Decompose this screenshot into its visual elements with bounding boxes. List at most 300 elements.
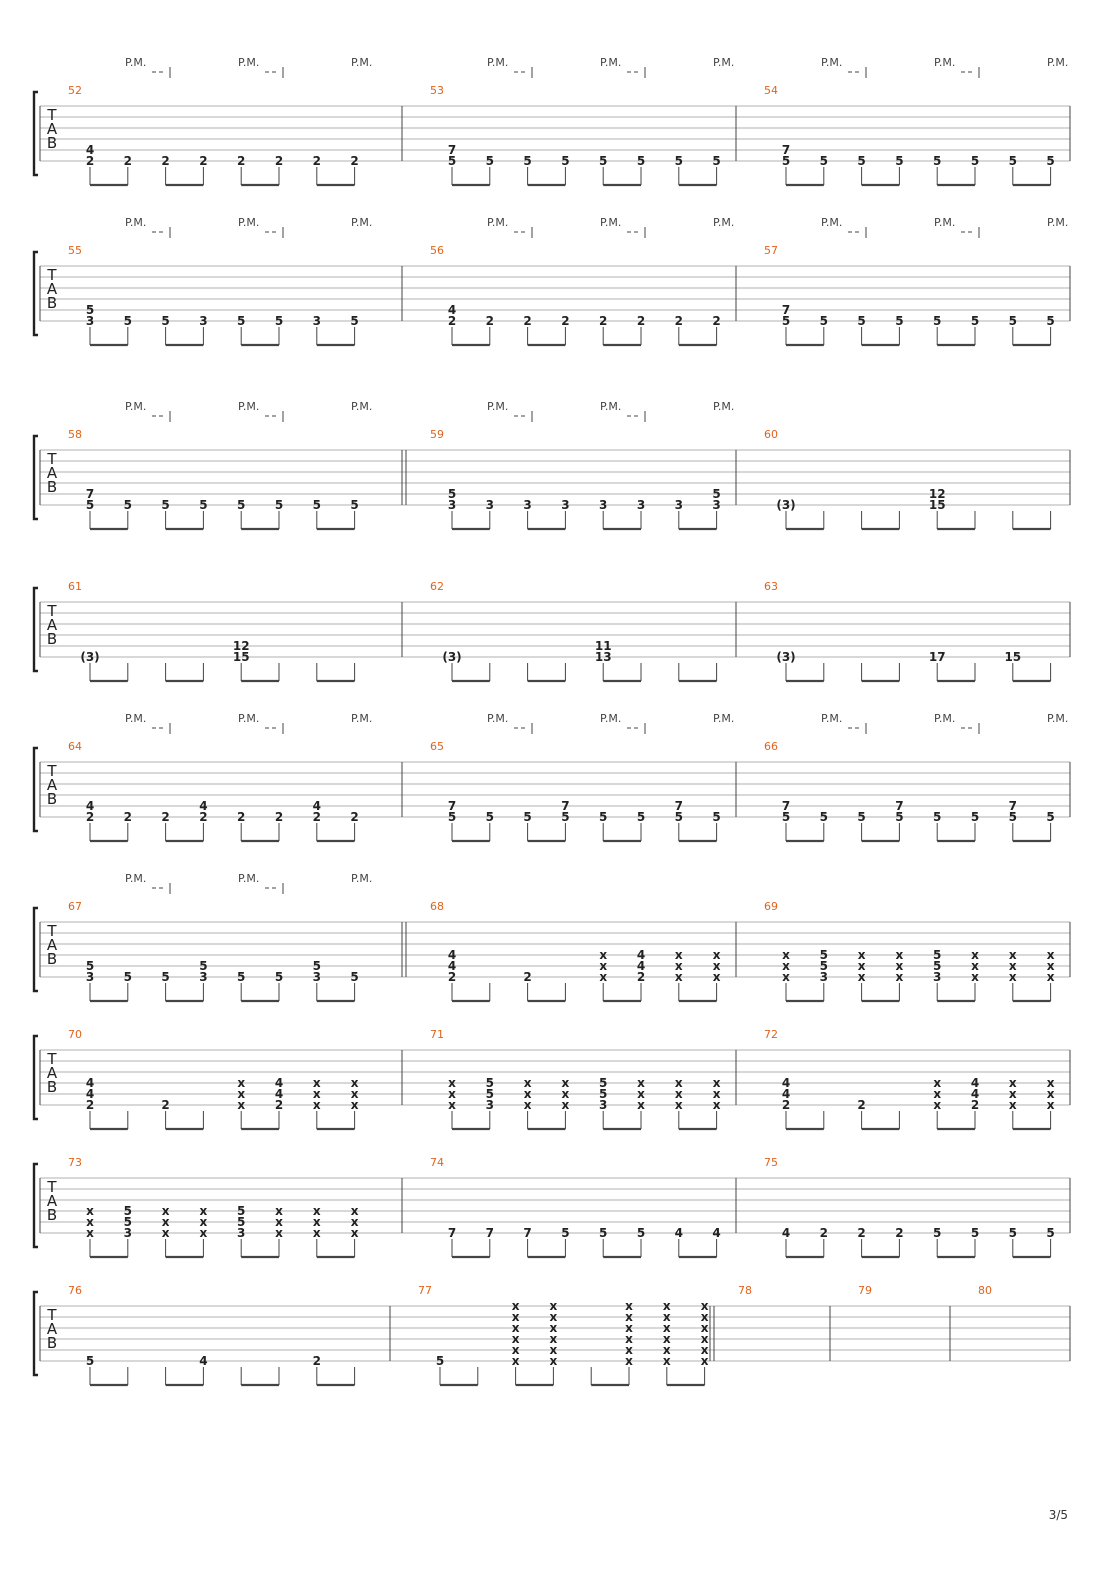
tab-note: x (1008, 970, 1017, 984)
tab-note: 3 (523, 498, 532, 512)
tab-clef-letter: T (47, 266, 57, 284)
tab-note: x (712, 1087, 721, 1101)
palm-mute-label: P.M. (351, 56, 373, 69)
tab-clef-letter: A (46, 616, 58, 634)
tab-note: 2 (857, 1226, 866, 1240)
system-bracket (34, 1036, 38, 1119)
tab-note: 5 (523, 810, 532, 824)
tab-note: (3) (80, 650, 100, 664)
tab-clef-letter: B (46, 790, 58, 808)
tab-note: x (700, 1343, 709, 1357)
tab-note: 2 (312, 154, 321, 168)
tab-note: 5 (857, 810, 866, 824)
palm-mute-label: P.M. (238, 400, 260, 413)
tab-note: x (312, 1215, 321, 1229)
tab-note: 5 (970, 154, 980, 168)
palm-mute-label: P.M. (713, 56, 735, 69)
tab-note: 7 (447, 143, 457, 157)
tab-note: 2 (161, 1098, 170, 1112)
tab-note: 4 (85, 1076, 95, 1090)
palm-mute-label: P.M. (1047, 56, 1069, 69)
tab-note: 5 (274, 314, 284, 328)
tab-note: 2 (85, 810, 95, 824)
tab-note: x (895, 970, 904, 984)
tab-note: 2 (85, 1098, 95, 1112)
tab-note: 5 (237, 1215, 246, 1229)
palm-mute-label: P.M. (351, 872, 373, 885)
tab-clef-letter: T (47, 762, 57, 780)
palm-mute-label: P.M. (821, 712, 843, 725)
tab-note: 5 (312, 959, 321, 973)
tab-note: 4 (447, 948, 457, 962)
tab-note: 4 (447, 303, 457, 317)
tab-note: 5 (485, 810, 494, 824)
tab-note: x (895, 959, 904, 973)
measure-number: 61 (68, 580, 82, 593)
tab-note: 7 (523, 1226, 532, 1240)
measure-number: 74 (430, 1156, 444, 1169)
tab-note: 2 (123, 810, 132, 824)
tab-note: x (1008, 959, 1017, 973)
tab-note: 5 (712, 810, 721, 824)
tab-note: 3 (599, 1098, 608, 1112)
tab-note: 4 (636, 959, 646, 973)
measure-number: 79 (858, 1284, 872, 1297)
tab-note: x (86, 1226, 94, 1240)
tab-note: x (712, 970, 721, 984)
palm-mute-label: P.M. (238, 216, 260, 229)
tab-note: x (312, 1087, 321, 1101)
tab-note: x (448, 1076, 456, 1090)
tab-note: 3 (674, 498, 683, 512)
measure-number: 75 (764, 1156, 778, 1169)
tab-note: 5 (857, 154, 866, 168)
tab-note: 5 (781, 810, 791, 824)
tab-note: x (350, 1087, 359, 1101)
tab-note: 7 (561, 799, 570, 813)
tab-note: 4 (781, 1226, 791, 1240)
tab-note: 2 (312, 1354, 321, 1368)
measure-number: 57 (764, 244, 778, 257)
tab-note: 5 (1008, 154, 1017, 168)
tab-note: x (448, 1087, 456, 1101)
tab-note: x (599, 959, 608, 973)
tab-note: 2 (561, 314, 570, 328)
tab-note: 7 (781, 303, 791, 317)
tab-note: 5 (199, 959, 208, 973)
tab-note: x (350, 1098, 359, 1112)
tab-note: x (275, 1204, 283, 1218)
palm-mute-label: P.M. (600, 216, 622, 229)
palm-mute-label: P.M. (125, 400, 147, 413)
tab-note: 5 (819, 959, 828, 973)
tab-note: x (549, 1332, 558, 1346)
tab-note: x (448, 1098, 456, 1112)
tab-note: x (561, 1098, 570, 1112)
palm-mute-label: P.M. (713, 400, 735, 413)
tab-note: x (275, 1215, 283, 1229)
tab-note: 3 (199, 314, 208, 328)
tab-note: 5 (970, 810, 980, 824)
tab-note: x (86, 1204, 94, 1218)
palm-mute-label: P.M. (487, 56, 509, 69)
tab-note: 4 (636, 948, 646, 962)
tab-note: 2 (85, 154, 95, 168)
tab-note: x (561, 1087, 570, 1101)
tab-note: 5 (161, 314, 170, 328)
tab-note: 5 (485, 154, 494, 168)
tab-note: 2 (447, 970, 457, 984)
tab-note: 2 (523, 970, 532, 984)
tab-note: 5 (933, 154, 942, 168)
tab-note: x (312, 1098, 321, 1112)
palm-mute-label: P.M. (600, 400, 622, 413)
tab-note: 5 (599, 1087, 608, 1101)
tab-note: x (662, 1343, 671, 1357)
tab-note: 5 (636, 1226, 646, 1240)
tab-note: 5 (123, 970, 132, 984)
tab-note: x (857, 948, 866, 962)
tab-note: x (700, 1299, 709, 1313)
palm-mute-label: P.M. (125, 216, 147, 229)
tab-clef-letter: B (46, 294, 58, 312)
tab-note: 5 (161, 498, 170, 512)
tab-clef-letter: B (46, 1206, 58, 1224)
tab-note: 4 (712, 1226, 721, 1240)
tab-note: x (625, 1332, 633, 1346)
tab-note: 2 (274, 154, 284, 168)
tab-note: 5 (674, 154, 683, 168)
tab-note: 5 (123, 1215, 132, 1229)
tab-note: 7 (85, 487, 95, 501)
tab-note: x (637, 1098, 645, 1112)
tab-note: 15 (232, 650, 250, 664)
tab-clef-letter: A (46, 1192, 58, 1210)
measure-number: 59 (430, 428, 444, 441)
tab-note: x (599, 948, 608, 962)
measure-number: 73 (68, 1156, 82, 1169)
tab-note: 7 (674, 799, 683, 813)
tab-note: x (662, 1299, 671, 1313)
tab-note: 2 (237, 810, 246, 824)
tab-clef-letter: A (46, 1064, 58, 1082)
tab-note: x (511, 1321, 520, 1335)
tab-note: x (1008, 1087, 1017, 1101)
tab-note: 5 (599, 1076, 608, 1090)
tab-note: 5 (819, 948, 828, 962)
measure-number: 78 (738, 1284, 752, 1297)
measure-number: 76 (68, 1284, 82, 1297)
tab-clef-letter: A (46, 936, 58, 954)
tab-note: 2 (857, 1098, 866, 1112)
tab-note: x (712, 948, 721, 962)
measure-number: 66 (764, 740, 778, 753)
measure-number: 70 (68, 1028, 82, 1041)
tab-note: x (1046, 1098, 1055, 1112)
tab-note: 3 (312, 314, 321, 328)
tab-note: x (662, 1332, 671, 1346)
tab-clef-letter: B (46, 1078, 58, 1096)
tab-clef-letter: A (46, 464, 58, 482)
tab-note: (3) (442, 650, 462, 664)
tab-note: x (523, 1087, 532, 1101)
palm-mute-label: P.M. (821, 56, 843, 69)
measure-number: 54 (764, 84, 778, 97)
tab-note: x (662, 1321, 671, 1335)
tab-note: 12 (928, 487, 946, 501)
tab-note: 2 (781, 1098, 791, 1112)
tab-note: x (700, 1354, 709, 1368)
tab-note: 5 (933, 1226, 942, 1240)
tab-note: 5 (350, 970, 359, 984)
tab-note: x (161, 1215, 170, 1229)
palm-mute-label: P.M. (600, 56, 622, 69)
tab-note: x (511, 1332, 520, 1346)
tab-note: 3 (85, 970, 95, 984)
measure-number: 71 (430, 1028, 444, 1041)
tab-note: 3 (447, 498, 457, 512)
tab-note: 5 (781, 154, 791, 168)
measure-number: 80 (978, 1284, 992, 1297)
tab-note: 5 (1046, 810, 1055, 824)
tab-clef-letter: A (46, 776, 58, 794)
measure-number: 53 (430, 84, 444, 97)
tab-note: 4 (970, 1076, 980, 1090)
tab-note: 5 (274, 970, 284, 984)
tab-note: x (86, 1215, 94, 1229)
tab-note: x (782, 948, 790, 962)
tab-note: 5 (350, 314, 359, 328)
tab-note: 3 (312, 970, 321, 984)
tab-note: 15 (928, 498, 946, 512)
tab-note: x (1046, 959, 1055, 973)
tab-note: 5 (933, 314, 942, 328)
tab-note: x (161, 1226, 170, 1240)
tab-note: x (1046, 1076, 1055, 1090)
tab-note: 2 (712, 314, 721, 328)
tab-note: 5 (312, 498, 321, 512)
tab-note: 2 (599, 314, 608, 328)
tab-note: x (549, 1343, 558, 1357)
palm-mute-label: P.M. (1047, 216, 1069, 229)
tab-note: x (857, 970, 866, 984)
tab-note: 5 (599, 1226, 608, 1240)
tab-note: 5 (123, 314, 132, 328)
tab-note: 7 (485, 1226, 494, 1240)
tab-note: 3 (485, 498, 494, 512)
tab-note: x (237, 1098, 246, 1112)
tab-note: 2 (199, 154, 208, 168)
palm-mute-label: P.M. (934, 712, 956, 725)
tab-note: 5 (274, 498, 284, 512)
tab-note: 3 (933, 970, 942, 984)
tab-note: 2 (485, 314, 494, 328)
tab-note: 7 (781, 799, 791, 813)
measure-number: 60 (764, 428, 778, 441)
tab-note: x (1008, 1098, 1017, 1112)
tab-note: 5 (1046, 1226, 1055, 1240)
tab-note: x (674, 1087, 683, 1101)
tab-note: x (350, 1215, 359, 1229)
tab-clef-letter: T (47, 1306, 57, 1324)
tab-clef-letter: T (47, 602, 57, 620)
tab-note: x (637, 1087, 645, 1101)
tab-note: 5 (933, 810, 942, 824)
tab-note: 3 (199, 970, 208, 984)
tab-note: 2 (895, 1226, 904, 1240)
palm-mute-label: P.M. (351, 400, 373, 413)
tab-note: 4 (199, 1354, 208, 1368)
tab-clef-letter: A (46, 1320, 58, 1338)
tab-note: 5 (895, 810, 904, 824)
tab-note: 5 (819, 810, 828, 824)
measure-number: 68 (430, 900, 444, 913)
tab-note: x (712, 1076, 721, 1090)
tab-note: 5 (561, 810, 570, 824)
tab-note: 2 (350, 154, 359, 168)
measure-number: 69 (764, 900, 778, 913)
tab-note: 2 (636, 970, 646, 984)
tab-note: x (237, 1076, 246, 1090)
tab-note: 5 (523, 154, 532, 168)
system-bracket (34, 588, 38, 671)
tab-note: x (312, 1226, 321, 1240)
tab-note: 4 (312, 799, 321, 813)
tab-note: x (561, 1076, 570, 1090)
tab-note: x (1008, 948, 1017, 962)
tab-note: 7 (447, 1226, 457, 1240)
tab-note: 2 (161, 154, 170, 168)
tab-note: x (199, 1226, 208, 1240)
tab-note: x (674, 948, 683, 962)
palm-mute-label: P.M. (1047, 712, 1069, 725)
tab-note: 3 (485, 1098, 494, 1112)
tab-note: 5 (123, 498, 132, 512)
tab-note: 11 (594, 639, 612, 653)
palm-mute-label: P.M. (125, 712, 147, 725)
tab-note: x (199, 1204, 208, 1218)
tab-note: 5 (1046, 154, 1055, 168)
tab-note: x (971, 948, 979, 962)
tab-note: x (511, 1299, 520, 1313)
measure-number: 72 (764, 1028, 778, 1041)
tab-note: 5 (599, 810, 608, 824)
tab-note: 5 (447, 154, 457, 168)
tab-note: 4 (274, 1087, 284, 1101)
tab-note: 5 (970, 1226, 980, 1240)
tab-note: 4 (85, 143, 95, 157)
tab-note: x (523, 1098, 532, 1112)
tab-note: 3 (85, 314, 95, 328)
tab-note: x (1046, 1087, 1055, 1101)
tab-note: x (637, 1076, 645, 1090)
tab-note: 2 (237, 154, 246, 168)
tab-note: 5 (636, 154, 646, 168)
tab-note: 5 (85, 303, 95, 317)
system-bracket (34, 908, 38, 991)
tab-note: x (312, 1076, 321, 1090)
palm-mute-label: P.M. (713, 712, 735, 725)
tab-note: 5 (561, 1226, 570, 1240)
tab-note: 3 (599, 498, 608, 512)
page-number: 3/5 (1048, 1508, 1068, 1522)
tab-note: 7 (781, 143, 791, 157)
tab-note: x (674, 1076, 683, 1090)
palm-mute-label: P.M. (487, 216, 509, 229)
tab-note: x (549, 1299, 558, 1313)
palm-mute-label: P.M. (934, 216, 956, 229)
tab-clef-letter: B (46, 478, 58, 496)
tab-note: (3) (776, 650, 796, 664)
tab-note: x (625, 1343, 633, 1357)
tab-note: x (782, 970, 790, 984)
tab-note: x (700, 1332, 709, 1346)
tab-note: 5 (85, 959, 95, 973)
tab-note: x (933, 1076, 942, 1090)
tab-note: 4 (85, 799, 95, 813)
tab-clef-letter: T (47, 106, 57, 124)
tab-note: x (895, 948, 904, 962)
tab-note: x (782, 959, 790, 973)
tab-note: x (933, 1098, 942, 1112)
tab-note: 7 (895, 799, 904, 813)
tab-note: 2 (199, 810, 208, 824)
tab-note: 4 (781, 1087, 791, 1101)
tab-note: 5 (819, 314, 828, 328)
tab-note: 15 (1004, 650, 1022, 664)
tab-note: 5 (781, 314, 791, 328)
tab-note: x (161, 1204, 170, 1218)
palm-mute-label: P.M. (934, 56, 956, 69)
tab-note: 17 (928, 650, 946, 664)
tab-note: 3 (712, 498, 721, 512)
palm-mute-label: P.M. (713, 216, 735, 229)
tab-note: 5 (85, 498, 95, 512)
tab-clef-letter: T (47, 922, 57, 940)
tab-note: 4 (781, 1076, 791, 1090)
tab-note: 5 (636, 810, 646, 824)
tab-note: x (312, 1204, 321, 1218)
tab-note: 4 (274, 1076, 284, 1090)
tab-note: 4 (674, 1226, 683, 1240)
tab-note: x (199, 1215, 208, 1229)
tab-note: 4 (970, 1087, 980, 1101)
tab-note: 5 (237, 1204, 246, 1218)
tab-note: x (674, 1098, 683, 1112)
measure-number: 52 (68, 84, 82, 97)
tab-note: 2 (447, 314, 457, 328)
tab-note: 12 (232, 639, 250, 653)
tab-clef-letter: T (47, 1178, 57, 1196)
tab-note: 7 (447, 799, 457, 813)
tab-note: 5 (712, 487, 721, 501)
system-bracket (34, 748, 38, 831)
tab-note: 5 (933, 959, 942, 973)
tab-note: x (350, 1226, 359, 1240)
tab-note: x (511, 1343, 520, 1357)
tab-note: x (625, 1321, 633, 1335)
tab-note: 2 (274, 810, 284, 824)
tab-note: x (625, 1299, 633, 1313)
tab-note: x (237, 1087, 246, 1101)
tab-note: 5 (712, 154, 721, 168)
palm-mute-label: P.M. (821, 216, 843, 229)
tab-note: 2 (970, 1098, 980, 1112)
tab-note: 5 (485, 1087, 494, 1101)
tab-note: 5 (350, 498, 359, 512)
tab-note: x (662, 1354, 671, 1368)
tab-note: x (523, 1076, 532, 1090)
